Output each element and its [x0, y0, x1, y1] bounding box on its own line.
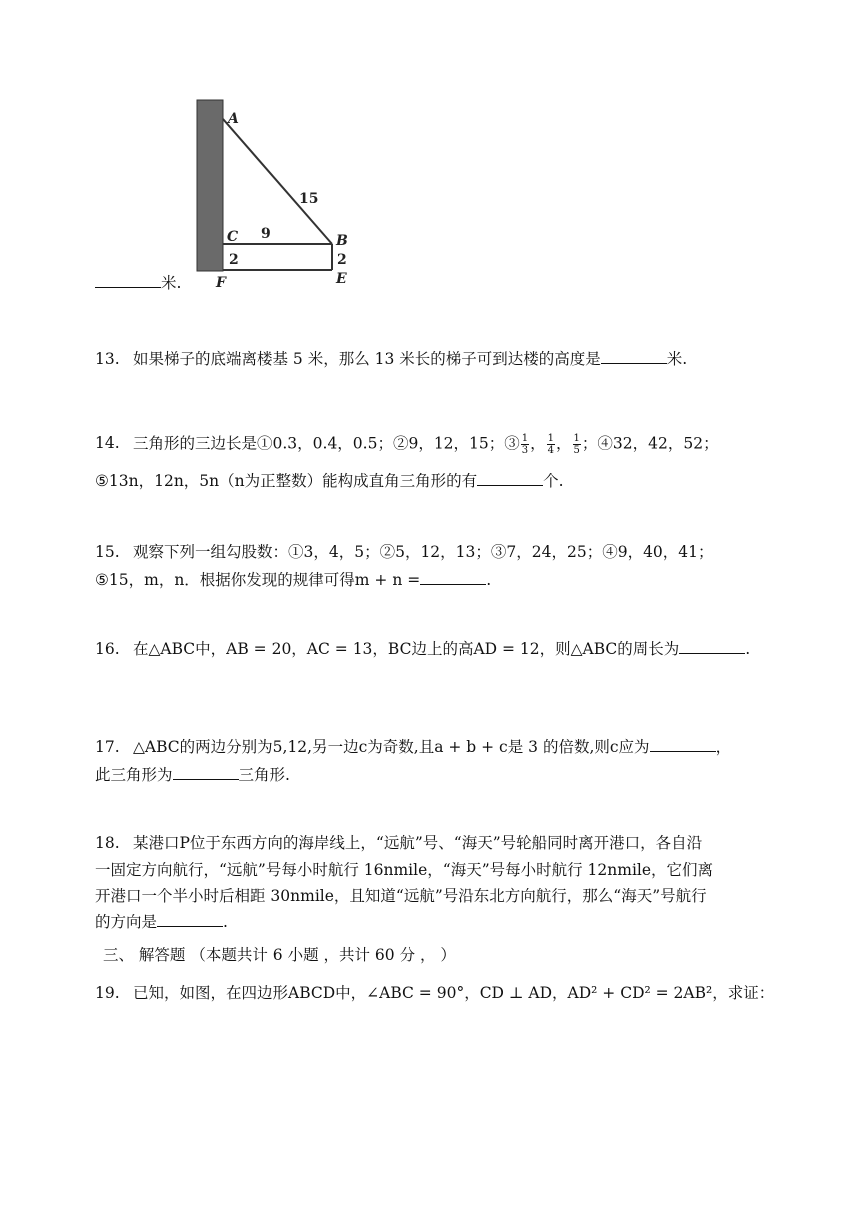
label-a: A: [228, 111, 239, 127]
q16-number: 16.: [95, 640, 120, 658]
label-e: E: [336, 271, 347, 287]
q17-line2-pre: 此三角形为: [95, 766, 173, 784]
q13-text: 如果梯子的底端离楼基 5 米，那么 13 米长的梯子可到达楼的高度是: [133, 350, 601, 368]
q17-blank-2[interactable]: [173, 765, 239, 780]
q14-frac-3: $\frac{1}{5}$: [573, 433, 580, 456]
q14-frac-2: $\frac{1}{4}$: [547, 433, 555, 456]
q17-number: 17.: [95, 738, 120, 756]
q14-after: 个.: [543, 472, 564, 490]
label-cb-length: 9: [261, 226, 271, 242]
q15-line2: ⑤15，m，n．根据你发现的规律可得m + n =: [95, 571, 421, 589]
label-cf-length: 2: [229, 252, 239, 268]
q18-line4: 的方向是: [95, 913, 158, 931]
q13-after: 米.: [666, 350, 688, 368]
section-title: 三、 解答题 （本题共计 6 小题 ，共计 60 分 ， ）: [103, 946, 456, 964]
q14-frac-1: $\frac{1}{3}$: [521, 433, 529, 456]
label-f: F: [216, 275, 226, 291]
q13-number: 13.: [95, 350, 120, 368]
q17-blank-1[interactable]: [650, 737, 716, 752]
ladder-line-ab: [223, 119, 332, 244]
q16-after: .: [745, 640, 751, 658]
label-c: C: [227, 229, 239, 245]
q16-text: 在△ABC中，AB = 20，AC = 13，BC边上的高AD = 12，则△ABC的周长为: [133, 640, 680, 658]
q12-tail: 米.: [161, 274, 182, 292]
q17-line1: △ABC的两边分别为5,12,另一边c为奇数,且a + b + c是 3 的倍数,则c应为: [133, 738, 650, 756]
q17-line2-post: 三角形.: [238, 766, 290, 784]
ladder-figure: [185, 95, 365, 295]
q15-number: 15.: [95, 543, 120, 561]
q18-number: 18.: [95, 834, 120, 852]
q13-blank[interactable]: [601, 349, 667, 364]
q14-line2: ⑤13n，12n，5n（n为正整数）能构成直角三角形的有: [95, 472, 478, 490]
q14-line1: 三角形的三边长是①0.3，0.4，0.5；②9，12，15；③: [133, 434, 520, 453]
label-ab-length: 15: [299, 191, 319, 207]
q14-number: 14.: [95, 434, 120, 452]
q12-blank[interactable]: [95, 273, 161, 288]
q15-line1: 观察下列一组勾股数：①3，4，5；②5，12，13；③7，24，25；④9，40，41；: [133, 543, 714, 561]
q14-line1-end: ；④32，42，52；: [581, 434, 719, 453]
label-be-length: 2: [337, 252, 347, 268]
q17-line1-end: ，: [715, 738, 732, 756]
label-b: B: [336, 233, 348, 249]
q15-blank[interactable]: [420, 570, 486, 585]
q18-line1: 某港口P位于东西方向的海岸线上，“远航”号、“海天”号轮船同时离开港口，各自沿: [133, 834, 703, 852]
q18-line3: 开港口一个半小时后相距 30nmile，且知道“远航”号沿东北方向航行，那么“海天”号航行: [95, 887, 707, 905]
q19-number: 19.: [95, 984, 120, 1002]
building-wall: [197, 100, 223, 271]
q15-after: .: [486, 571, 492, 589]
q16-blank[interactable]: [679, 639, 745, 654]
q18-blank[interactable]: [157, 912, 223, 927]
q18-line2: 一固定方向航行，“远航”号每小时航行 16nmile，“海天”号每小时航行 12nmile，它们离: [95, 861, 714, 879]
q18-after: .: [223, 913, 228, 931]
q14-blank[interactable]: [477, 471, 543, 486]
q19-text: 已知，如图，在四边形ABCD中，∠ABC = 90°，CD ⊥ AD，AD² + CD² = 2AB²，求证：: [133, 984, 775, 1002]
